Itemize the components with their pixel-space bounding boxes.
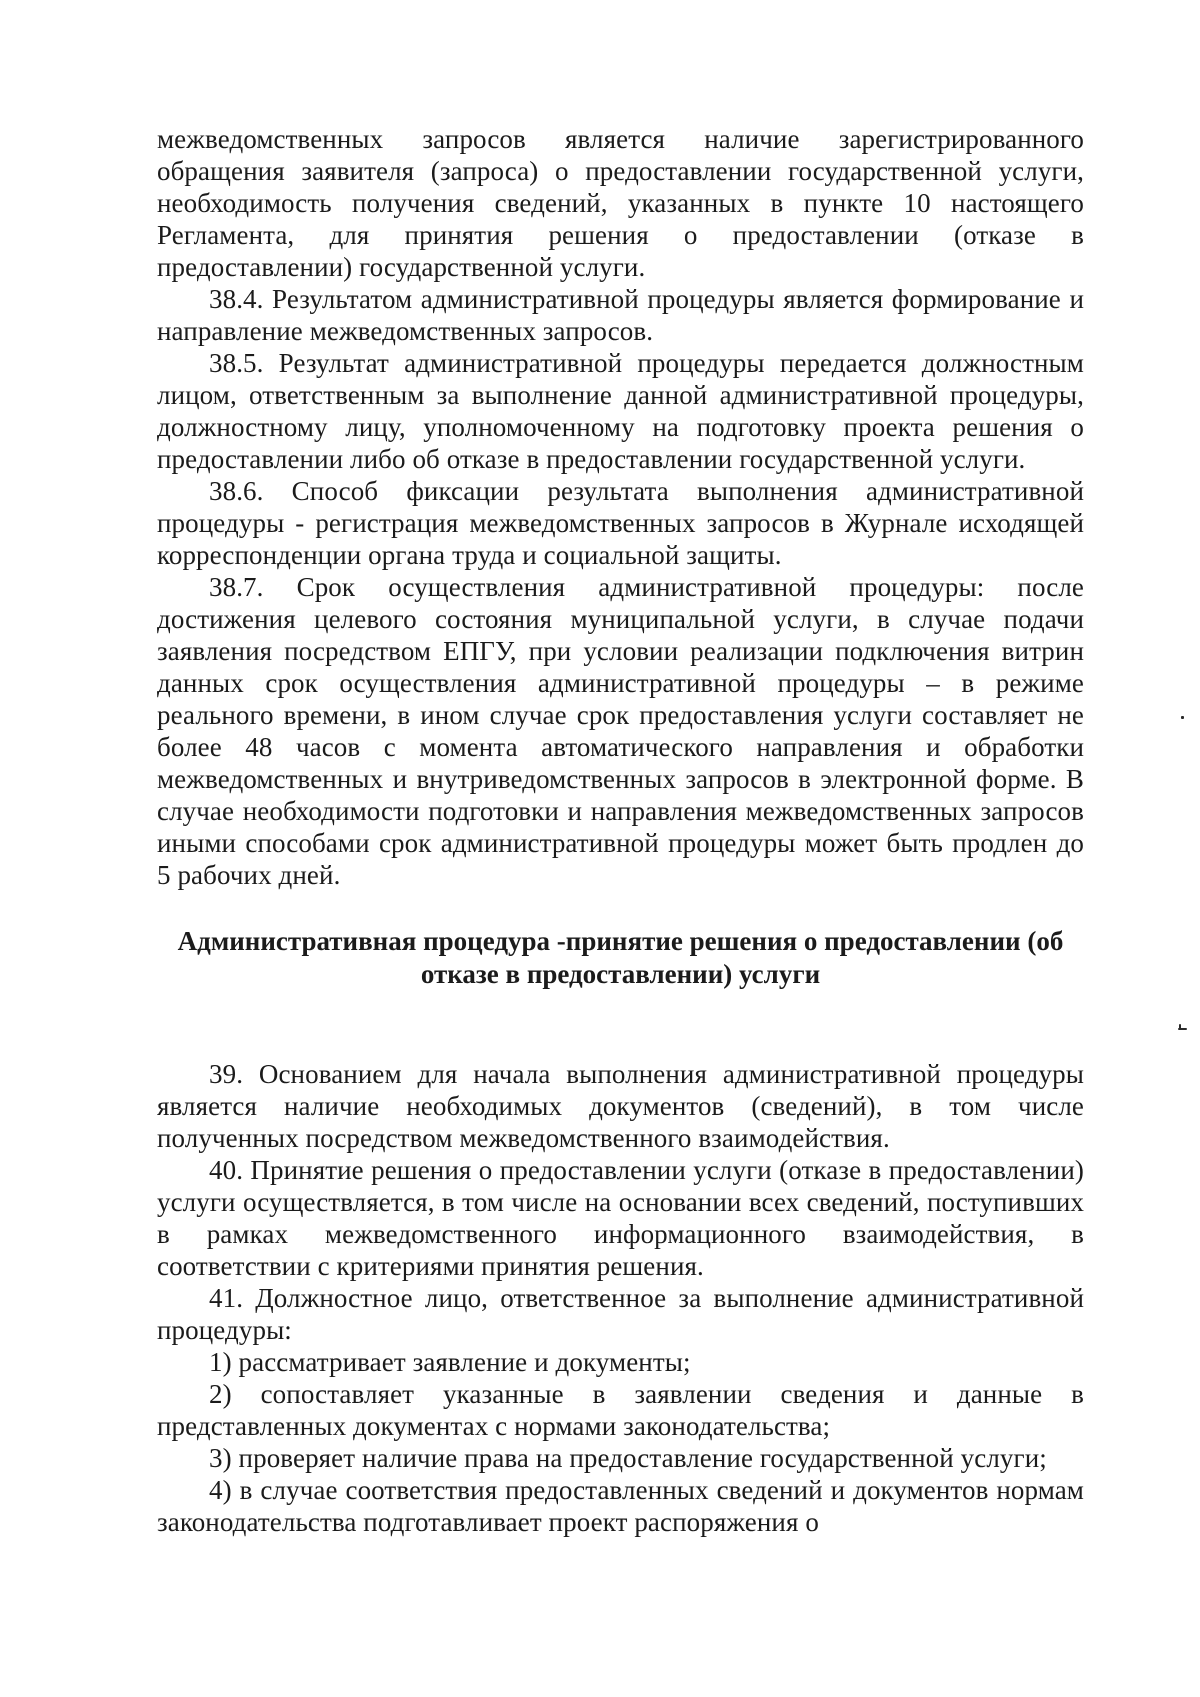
list-item-4: 4) в случае соответствия предоставленных сведений и документов нормам законодательства подготавливает проект распоряжения о — [157, 1475, 1084, 1537]
paragraph-41: 41. Должностное лицо, ответственное за выполнение административной процедуры: — [157, 1283, 1084, 1345]
paragraph-38-6: 38.6. Способ фиксации результата выполнения административной процедуры - регистрация межведомственных запросов в Журнале исходящей корреспонденции органа труда и социальной защиты. — [157, 476, 1084, 570]
paragraph-40: 40. Принятие решения о предоставлении услуги (отказе в предоставлении) услуги осуществляется, в том числе на основании всех сведений, поступивших в рамках межведомственного информационного взаимодействия, в соответствии с критериями принятия решения. — [157, 1155, 1084, 1281]
paragraph-continuation: межведомственных запросов является наличие зарегистрированного обращения заявителя (запроса) о предоставлении государственной услуги, необходимость получения сведений, указанных в пункте 10 настоящего Регламента, для принятия решения о предоставлении (отказе в предоставлении) государственной услуги. — [157, 124, 1084, 282]
top-text-block — [157, 123, 1084, 891]
paragraph-38-5: 38.5. Результат административной процедуры передается должностным лицом, ответственным за выполнение данной административной процедуры, должностному лицу, уполномоченному на подготовку проекта решения о предоставлении либо об отказе в предоставлении государственной услуги. — [157, 348, 1084, 474]
section-heading-line-2: отказе в предоставлении) услуги — [420, 959, 821, 989]
list-item-1: 1) рассматривает заявление и документы; — [209, 1347, 691, 1377]
list-item-2: 2) сопоставляет указанные в заявлении сведения и данные в представленных документах с нормами законодательства; — [157, 1379, 1084, 1441]
paragraph-38-4: 38.4. Результатом административной процедуры является формирование и направление межведомственных запросов. — [157, 284, 1084, 346]
section-heading-line-1: Административная процедура -принятие решения о предоставлении (об — [177, 926, 1064, 956]
scan-speck — [1181, 716, 1184, 719]
paragraph-39: 39. Основанием для начала выполнения административной процедуры является наличие необходимых документов (сведений), в том числе полученных посредством межведомственного взаимодействия. — [157, 1059, 1084, 1153]
list-item-3: 3) проверяет наличие права на предоставление государственной услуги; — [209, 1443, 1047, 1473]
section-heading — [157, 925, 1084, 991]
scan-mark — [1179, 1024, 1181, 1029]
paragraph-38-7: 38.7. Срок осуществления административной процедуры: после достижения целевого состояния муниципальной услуги, в случае подачи заявления посредством ЕПГУ, при условии реализации подключения витрин данных срок осуществления административной процедуры – в режиме реального времени, в ином случае срок предоставления услуги составляет не более 48 часов с момента автоматического направления и обработки межведомственных и внутриведомственных запросов в электронной форме. В случае необходимости подготовки и направления межведомственных запросов иными способами срок административной процедуры может быть продлен до 5 рабочих дней. — [157, 572, 1084, 890]
bottom-text-block — [157, 1058, 1084, 1538]
